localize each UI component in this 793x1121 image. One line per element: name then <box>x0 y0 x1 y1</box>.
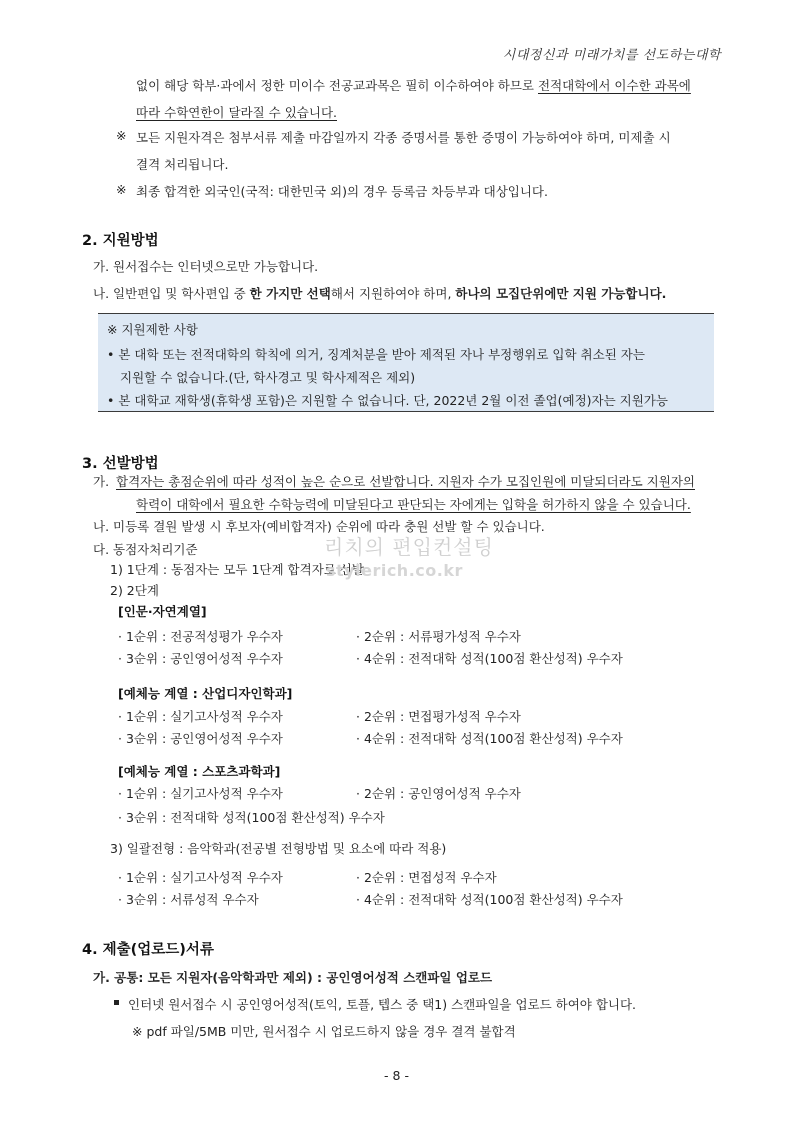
section-3-item-na: 나. 미등록 결원 발생 시 후보자(예비합격자) 순위에 따라 충원 선발 할 수 있습니다. <box>93 519 545 534</box>
watermark-url: stylerich.co.kr <box>326 561 463 580</box>
note-qualification-line1: 모든 지원자격은 첨부서류 제출 마감일까지 각종 증명서를 통한 증명이 가능하여야 하며, 미제출 시 <box>136 130 671 145</box>
group-title: [인문·자연계열] <box>118 604 207 619</box>
rank-item: · 2순위 : 면접평가성적 우수자 <box>356 709 521 724</box>
section-4-title: 4. 제출(업로드)서류 <box>82 942 214 958</box>
restriction-box-title: ※ 지원제한 사항 <box>107 322 198 337</box>
section-3-title: 3. 선발방법 <box>82 456 159 472</box>
rank-item: · 2순위 : 공인영어성적 우수자 <box>356 786 521 801</box>
item-na-bold-text: 하나의 모집단위에만 지원 가능합니다. <box>455 286 667 301</box>
rank-item: · 4순위 : 전적대학 성적(100점 환산성적) 우수자 <box>356 892 623 907</box>
stage-2: 2) 2단계 <box>110 583 159 598</box>
rank-item: · 2순위 : 서류평가성적 우수자 <box>356 629 521 644</box>
header-slogan: 시대정신과 미래가치를 선도하는대학 <box>502 48 721 63</box>
rank-item: · 3순위 : 서류성적 우수자 <box>118 892 259 907</box>
section-4-bullet: 인터넷 원서접수 시 공인영어성적(토익, 토플, 텝스 중 택1) 스캔파일을 업로드 하여야 합니다. <box>128 997 637 1012</box>
note-continuation-line1 <box>136 76 691 94</box>
note-continuation-line2: 따라 수학연한이 달라질 수 있습니다. <box>136 105 337 120</box>
item-na-bold-text: 한 가지만 선택 <box>249 286 331 301</box>
rank-item: · 4순위 : 전적대학 성적(100점 환산성적) 우수자 <box>356 651 623 666</box>
rank-item: · 2순위 : 면접성적 우수자 <box>356 870 497 885</box>
restriction-bullet-1-cont: 지원할 수 없습니다.(단, 학사경고 및 학사제적은 제외) <box>120 370 416 385</box>
note-mark: ※ <box>116 128 127 143</box>
rank-item: · 3순위 : 공인영어성적 우수자 <box>118 731 283 746</box>
note-continuation-text: 없이 해당 학부·과에서 정한 미이수 전공교과목은 필히 이수하여야 하므로 <box>136 78 538 93</box>
note-underlined-text: 전적대학에서 이수한 과목에 <box>538 78 691 93</box>
stage-1: 1) 1단계 : 동점자는 모두 1단계 합격자로 선발 <box>110 562 364 577</box>
stage-3: 3) 일괄전형 : 음악학과(전공별 전형방법 및 요소에 따라 적용) <box>110 841 447 856</box>
section-2-title: 2. 지원방법 <box>82 233 159 249</box>
section-3-item-ga-line2: 학력이 대학에서 필요한 수학능력에 미달된다고 판단되는 자에게는 입학을 허가하지 않을 수 있습니다. <box>136 497 691 512</box>
section-3-item-da: 다. 동점자처리기준 <box>93 542 198 557</box>
rank-item: · 4순위 : 전적대학 성적(100점 환산성적) 우수자 <box>356 731 623 746</box>
watermark-text: 리치의 편입컨설팅 <box>324 535 494 559</box>
section-4-item-ga: 가. 공통: 모든 지원자(음악학과만 제외) : 공인영어성적 스캔파일 업로드 <box>93 970 493 985</box>
square-bullet-icon <box>114 1000 119 1005</box>
restriction-bullet-1: • 본 대학 또는 전적대학의 학칙에 의거, 징계처분을 받아 제적된 자나 부정행위로 입학 취소된 자는 <box>107 347 645 362</box>
rank-item: · 3순위 : 전적대학 성적(100점 환산성적) 우수자 <box>118 810 385 825</box>
note-mark: ※ <box>116 182 127 197</box>
rank-item: · 1순위 : 실기고사성적 우수자 <box>118 709 283 724</box>
note-qualification-line2: 결격 처리됩니다. <box>136 157 229 172</box>
page-number: - 8 - <box>384 1068 409 1083</box>
note-foreigner: 최종 합격한 외국인(국적: 대한민국 외)의 경우 등록금 차등부과 대상입니다. <box>136 184 548 199</box>
section-3-item-ga-line1: 합격자는 총점순위에 따라 성적이 높은 순으로 선발합니다. 지원자 수가 모집인원에 미달되더라도 지원자의 <box>116 474 695 489</box>
item-na-text: 나. 일반편입 및 학사편입 중 <box>93 286 250 301</box>
group-title: [예체능 계열 : 산업디자인학과] <box>118 686 293 701</box>
rank-item: · 1순위 : 전공적성평가 우수자 <box>118 629 283 644</box>
restriction-bullet-2: • 본 대학교 재학생(휴학생 포함)은 지원할 수 없습니다. 단, 2022년 2월 이전 졸업(예정)자는 지원가능 <box>107 393 668 408</box>
item-na-text: 해서 지원하여야 하며, <box>330 286 456 301</box>
section-4-note: ※ pdf 파일/5MB 미만, 원서접수 시 업로드하지 않을 경우 결격 불합격 <box>132 1024 516 1039</box>
rank-item: · 1순위 : 실기고사성적 우수자 <box>118 786 283 801</box>
section-2-item-ga: 가. 원서접수는 인터넷으로만 가능합니다. <box>93 259 319 274</box>
section-3-item-ga-prefix: 가. <box>93 474 110 489</box>
rank-item: · 3순위 : 공인영어성적 우수자 <box>118 651 283 666</box>
rank-item: · 1순위 : 실기고사성적 우수자 <box>118 870 283 885</box>
section-2-item-na <box>93 284 666 302</box>
group-title: [예체능 계열 : 스포츠과학과] <box>118 764 281 779</box>
